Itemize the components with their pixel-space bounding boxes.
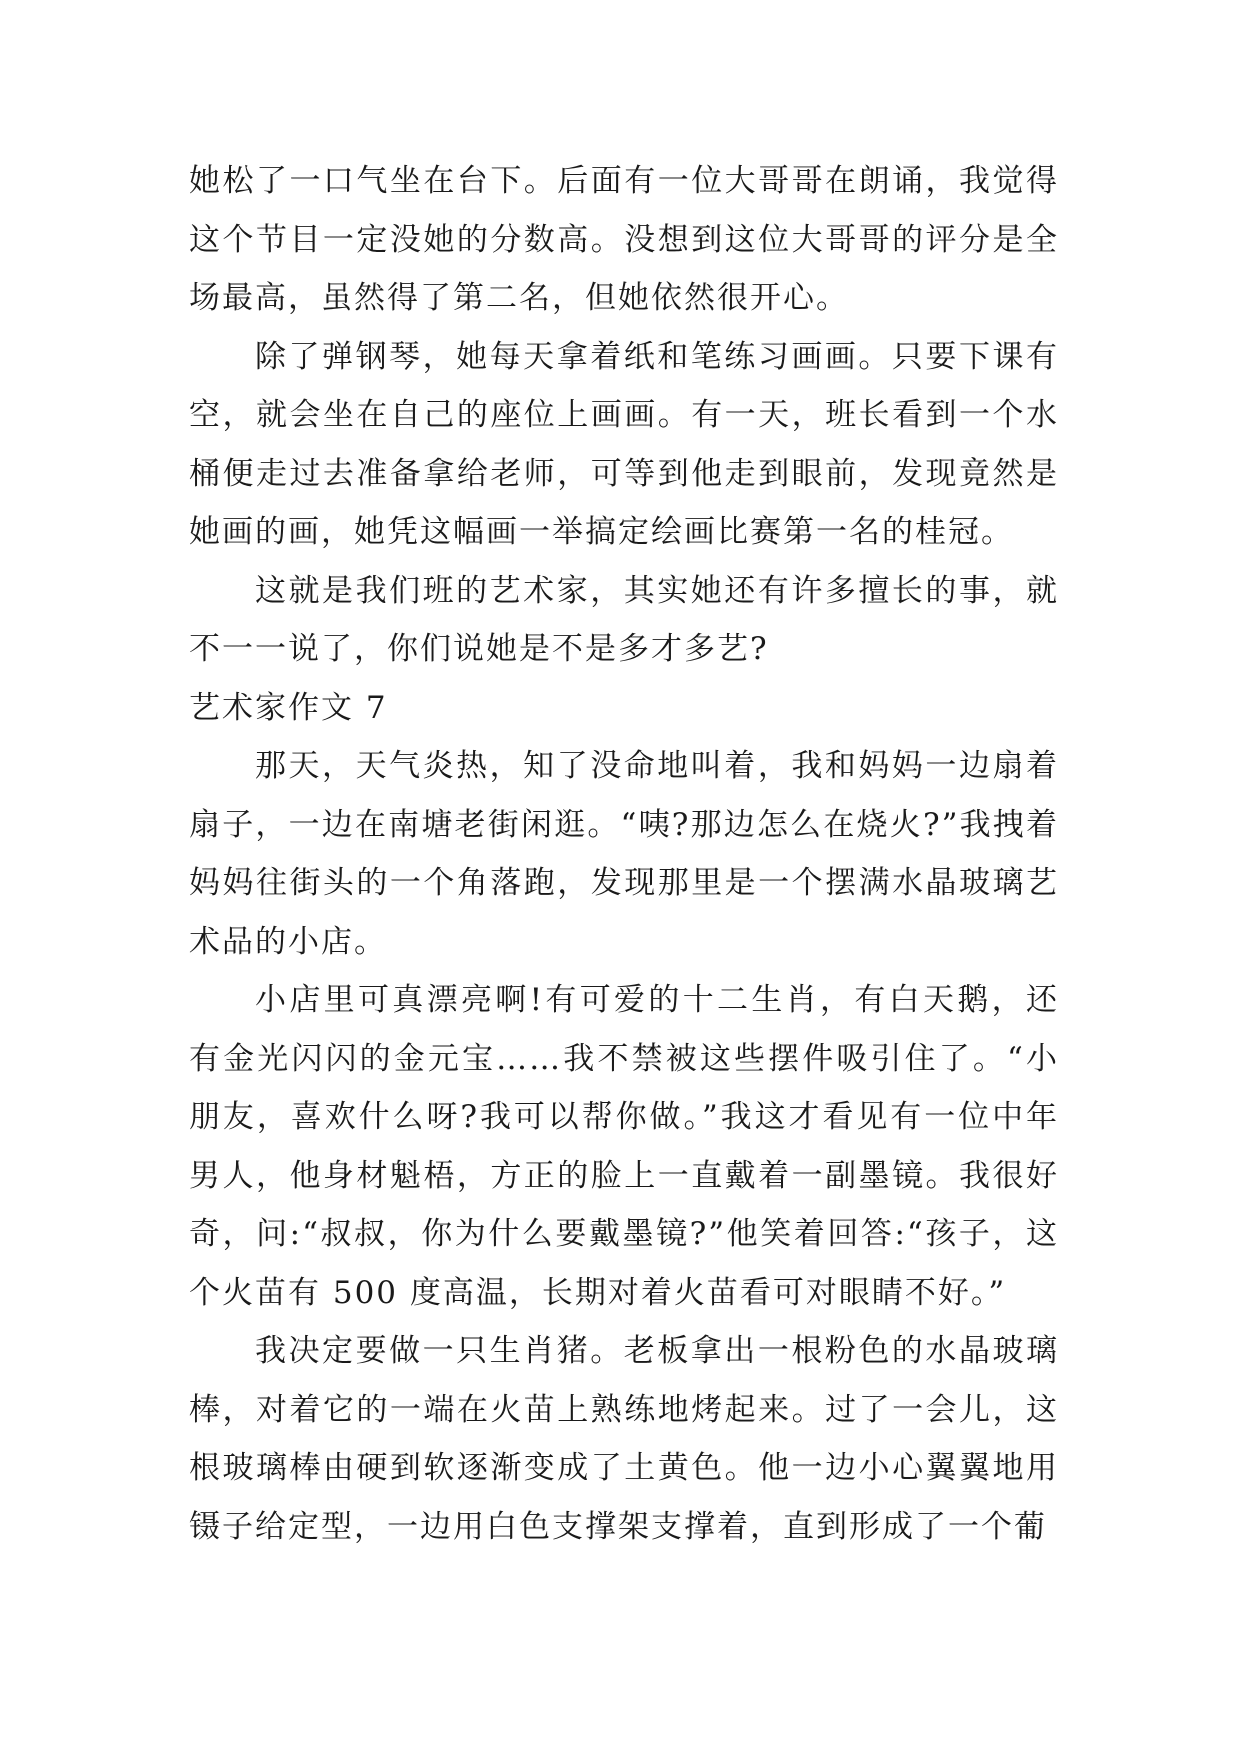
paragraph-5: 小店里可真漂亮啊!有可爱的十二生肖，有白天鹅，还有金光闪闪的金元宝……我不禁被这些摆件吸引住了。“小朋友，喜欢什么呀?我可以帮你做。”我这才看见有一位中年男人，他身材魁梧，方正的脸上一直戴着一副墨镜。我很好奇，问:“叔叔，你为什么要戴墨镜?”他笑着回答:“孩子，这个火苗有 500 度高温，长期对着火苗看可对眼睛不好。”: [189, 982, 1059, 1311]
document-body: [189, 152, 1059, 1556]
paragraph-1: 她松了一口气坐在台下。后面有一位大哥哥在朗诵，我觉得这个节目一定没她的分数高。没想到这位大哥哥的评分是全场最高，虽然得了第二名，但她依然很开心。: [189, 163, 1059, 316]
section-title: 艺术家作文 7: [189, 689, 388, 726]
paragraph-4: 那天，天气炎热，知了没命地叫着，我和妈妈一边扇着扇子，一边在南塘老街闲逛。“咦?那边怎么在烧火?”我拽着妈妈往街头的一个角落跑，发现那里是一个摆满水晶玻璃艺术品的小店。: [189, 748, 1059, 960]
paragraph-2: 除了弹钢琴，她每天拿着纸和笔练习画画。只要下课有空，就会坐在自己的座位上画画。有一天，班长看到一个水桶便走过去准备拿给老师，可等到他走到眼前，发现竟然是她画的画，她凭这幅画一举搞定绘画比赛第一名的桂冠。: [189, 338, 1059, 550]
paragraph-6: 我决定要做一只生肖猪。老板拿出一根粉色的水晶玻璃棒，对着它的一端在火苗上熟练地烤起来。过了一会儿，这根玻璃棒由硬到软逐渐变成了土黄色。他一边小心翼翼地用镊子给定型，一边用白色支撑架支撑着，直到形成了一个葡: [189, 1333, 1059, 1545]
paragraph-3: 这就是我们班的艺术家，其实她还有许多擅长的事，就不一一说了，你们说她是不是多才多艺?: [189, 572, 1059, 667]
